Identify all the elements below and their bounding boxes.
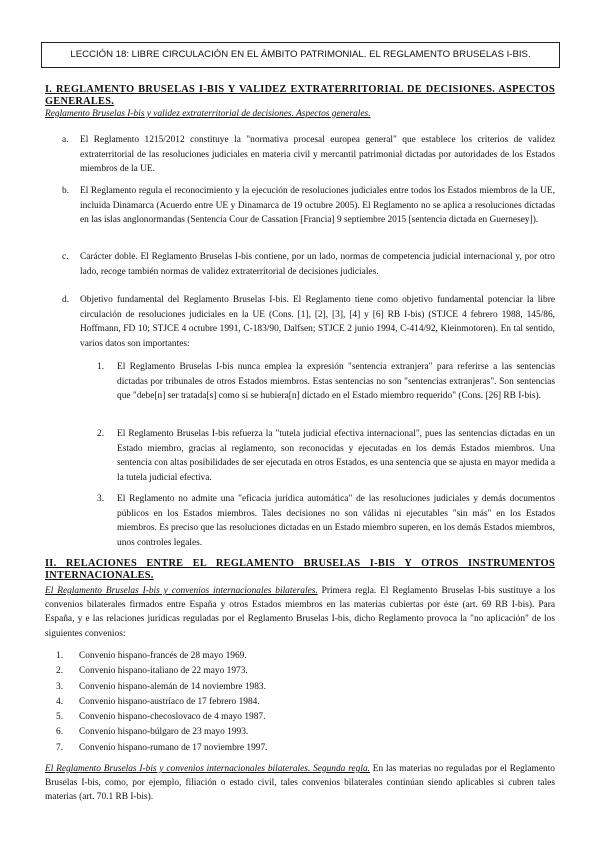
subitem-3-label: 3. [97, 494, 105, 504]
item-b-text: El Reglamento regula el reconocimiento y la ejecución de resoluciones judiciales entre todos los Estados miembros de la UE, incluida Dinamarca (Acuerdo entre UE y Dinamarca de 19 octubre 2005). El Reglamento no se aplica a resoluciones dictadas en las islas anglonormandas (Sentencia Cour de Cassation [Francia] 9 septiembre 2015 [sentencia dictada en Guernesey]). [80, 186, 555, 225]
section-1-heading: I. REGLAMENTO BRUSELAS I-BIS Y VALIDEZ EXTRATERRITORIAL DE DECISIONES. ASPECTOS GENERALES. [45, 84, 555, 107]
item-c-text: Carácter doble. El Reglamento Bruselas I-bis contiene, por un lado, normas de competencia judicial internacional y, por otro lado, recoge también normas de validez extraterritorial de decisiones judiciales. [80, 252, 555, 277]
list-item: 3. Convenio hispano-alemán de 14 noviembre 1983. [56, 681, 266, 692]
list-item: 1. Convenio hispano-francés de 28 mayo 1969. [56, 651, 247, 661]
section-2-paragraph-2 [45, 762, 555, 805]
item-a-label: a. [62, 135, 69, 145]
section-2-paragraph-1 [45, 584, 555, 641]
list-item: 2. Convenio hispano-italiano de 22 mayo 1973. [56, 666, 248, 677]
item-a-text: El Reglamento 1215/2012 constituye la "normativa procesal europea general" que establece los criterios de validez extraterritorial de las resoluciones judiciales en materia civil y mercantil patrimonial dictadas por autoridades de los Estados miembros de la UE. [80, 135, 555, 174]
item-d-text: Objetivo fundamental del Reglamento Bruselas I-bis. El Reglamento tiene como objetivo fundamental potenciar la libre circulación de resoluciones judiciales en la UE (Cons. [1], [2], [3], [4] y [6] RB I-bis) (STJCE 4 febrero 1988, 145/86, Hoffmann, FD 10; STJCE 4 octubre 1991, C-183/90, Dalfsen; STJCE 2 junio 1994, C-414/92, Kleinmotoren). En tal sentido, varios datos son importantes: [80, 295, 555, 349]
item-d-label: d. [62, 295, 70, 305]
section-1-subtitle: Reglamento Bruselas I-bis y validez extraterritorial de decisiones. Aspectos generales. [45, 109, 371, 119]
subitem-3-text: El Reglamento no admite una "eficacia jurídica automática" de las resoluciones judiciales y demás documentos públicos en los Estados miembros. Tales decisiones no son válidas ni ejecutables "sin más" en los Estados miembros. Es preciso que las resoluciones dictadas en un Estado miembro superen, en los demás Estados miembros, unos controles legales. [117, 494, 555, 548]
list-item: 7. Convenio hispano-rumano de 17 noviembre 1997. [56, 742, 268, 753]
list-item: 6. Convenio hispano-búlgaro de 23 mayo 1993. [56, 727, 249, 738]
subitem-2-text: El Reglamento Bruselas I-bis refuerza la "tutela judicial efectiva internacional", pues las sentencias dictadas en un Estado miembro, gracias al reglamento, son reconocidas y ejecutadas en los demás Estados miembros. Una sentencia con altas posibilidades de ser ejecutada en otros Estados, es una sentencia que se ajusta en mayor medida a la tutela judicial efectiva. [117, 429, 555, 483]
subitem-1-text: El Reglamento Bruselas I-bis nunca emplea la expresión "sentencia extranjera" para referirse a las sentencias dictadas por tribunales de otros Estados miembros. Estas sentencias no son "sentencias extranjeras". Son sentencias que "debe[n] ser tratada[s] como si se hubiera[n] dictado en el Estado miembro requerido" (Cons. [26] RB I-bis). [117, 362, 555, 401]
item-b-label: b. [62, 186, 70, 196]
subitem-1-label: 1. [97, 362, 105, 372]
list-item: 5. Convenio hispano-checoslovaco de 4 mayo 1987. [56, 712, 266, 723]
lesson-title: LECCIÓN 18: LIBRE CIRCULACIÓN EN EL ÁMBITO PATRIMONIAL. EL REGLAMENTO BRUSELAS I-BIS. [41, 42, 560, 68]
conventions-list [56, 649, 268, 756]
rule-1-lead: El Reglamento Bruselas I-bis y convenios internacionales bilaterales. [45, 586, 318, 596]
item-c-label: c. [62, 252, 69, 262]
rule-2-text: En las materias no reguladas por el Reglamento Bruselas I-bis, como, por ejemplo, filiación o estado civil, tales convenios bilaterales continúan siendo aplicables si cubren tales materias (art. 70.1 RB I-bis). [45, 764, 555, 803]
section-2-heading: II. RELACIONES ENTRE EL REGLAMENTO BRUSELAS I-BIS Y OTROS INSTRUMENTOS INTERNACIONALES. [45, 558, 555, 581]
list-item: 4. Convenio hispano-austríaco de 17 febrero 1984. [56, 696, 260, 707]
rule-2-lead: El Reglamento Bruselas I-bis y convenios internacionales bilaterales. Segunda regla. [45, 764, 370, 774]
subitem-2-label: 2. [97, 429, 105, 439]
rule-1-text: Primera regla. El Reglamento Bruselas I-bis sustituye a los convenios bilaterales firmados entre España y otros Estados miembros en las materias cubiertas por éste (art. 69 RB I-bis). Para España, y e las relaciones jurídicas reguladas por el Reglamento Bruselas I-bis, dicho Reglamento provoca la "no aplicación" de los siguientes convenios: [45, 586, 556, 639]
